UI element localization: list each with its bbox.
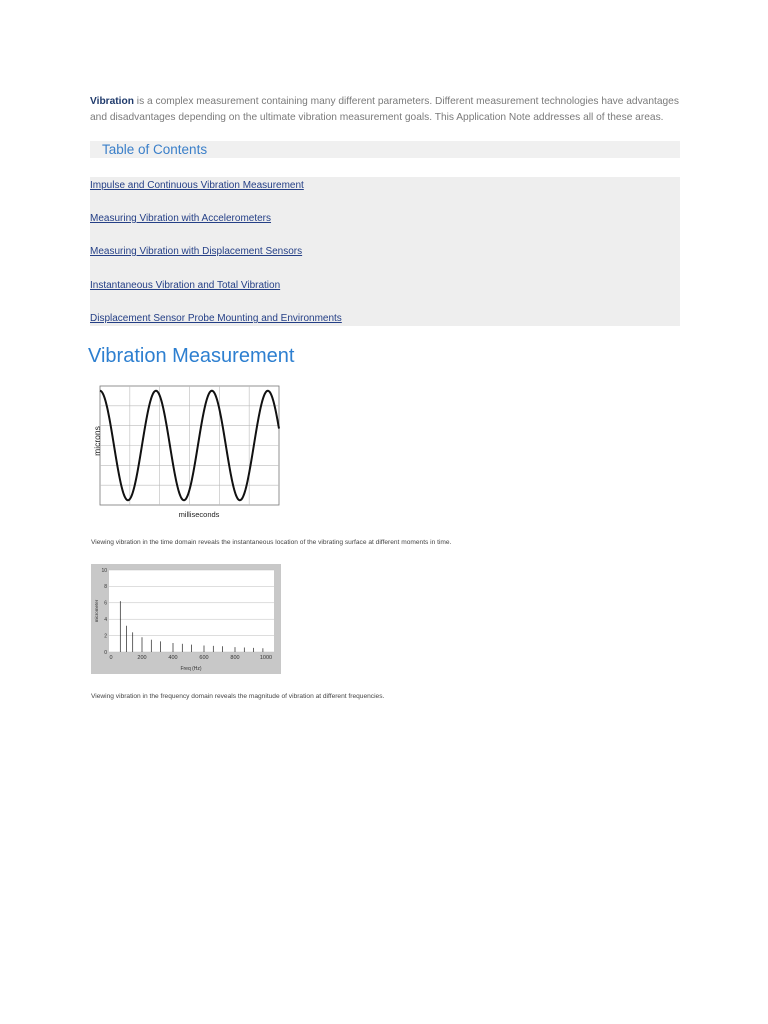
toc-link-displacement-sensors[interactable]: Measuring Vibration with Displacement Sensors	[90, 246, 303, 257]
toc-link-probe-mounting[interactable]: Displacement Sensor Probe Mounting and Environments	[90, 313, 342, 324]
freq-chart-xtick-label: 1000	[259, 655, 273, 661]
freq-chart-xlabel: Freq (Hz)	[180, 666, 202, 672]
freq-chart-ytick-label: 0	[104, 649, 107, 656]
freq-chart-ytick-label: 8	[104, 584, 107, 591]
freq-chart-ytick-label: 2	[104, 633, 107, 640]
time-domain-chart	[88, 383, 288, 523]
freq-chart-ytick-label: 10	[101, 567, 107, 574]
freq-chart-xtick-label: 400	[168, 655, 178, 661]
toc-link-impulse[interactable]: Impulse and Continuous Vibration Measurement	[90, 180, 304, 191]
freq-chart-ytick-label: 4	[104, 617, 107, 623]
caption-time-domain: Viewing vibration in the time domain reveals the instantaneous location of the vibrating surface at different moments in time.	[91, 539, 452, 546]
toc-list	[90, 177, 680, 326]
intro-paragraph	[90, 94, 682, 125]
freq-chart-ylabel: micrometer	[94, 599, 99, 623]
frequency-domain-chart	[91, 564, 281, 674]
freq-chart-plot-area	[109, 570, 274, 652]
caption-frequency-domain: Viewing vibration in the frequency domain reveals the magnitude of vibration at different frequencies.	[91, 693, 385, 700]
section-title: Vibration Measurement	[88, 345, 295, 367]
toc-title: Table of Contents	[102, 142, 208, 157]
time-chart-ylabel: microns	[92, 426, 102, 456]
toc-link-accelerometers[interactable]: Measuring Vibration with Accelerometers	[90, 213, 272, 224]
freq-chart-ytick-label: 6	[104, 600, 107, 607]
freq-chart-xtick-label: 0	[109, 655, 113, 661]
time-chart-xlabel: milliseconds	[178, 510, 220, 519]
freq-chart-xtick-label: 600	[199, 655, 209, 661]
intro-text: is a complex measurement containing many different parameters. Different measurement technologies have advantages and disadvantages depending on the ultimate vibration measurement goals. This Application Note addresses all of these areas.	[90, 96, 679, 123]
intro-lead: Vibration	[90, 96, 134, 107]
freq-chart-xtick-label: 200	[137, 655, 147, 661]
toc-link-instantaneous[interactable]: Instantaneous Vibration and Total Vibration	[90, 280, 281, 291]
toc-header	[90, 141, 680, 158]
freq-chart-xtick-label: 800	[230, 655, 240, 661]
